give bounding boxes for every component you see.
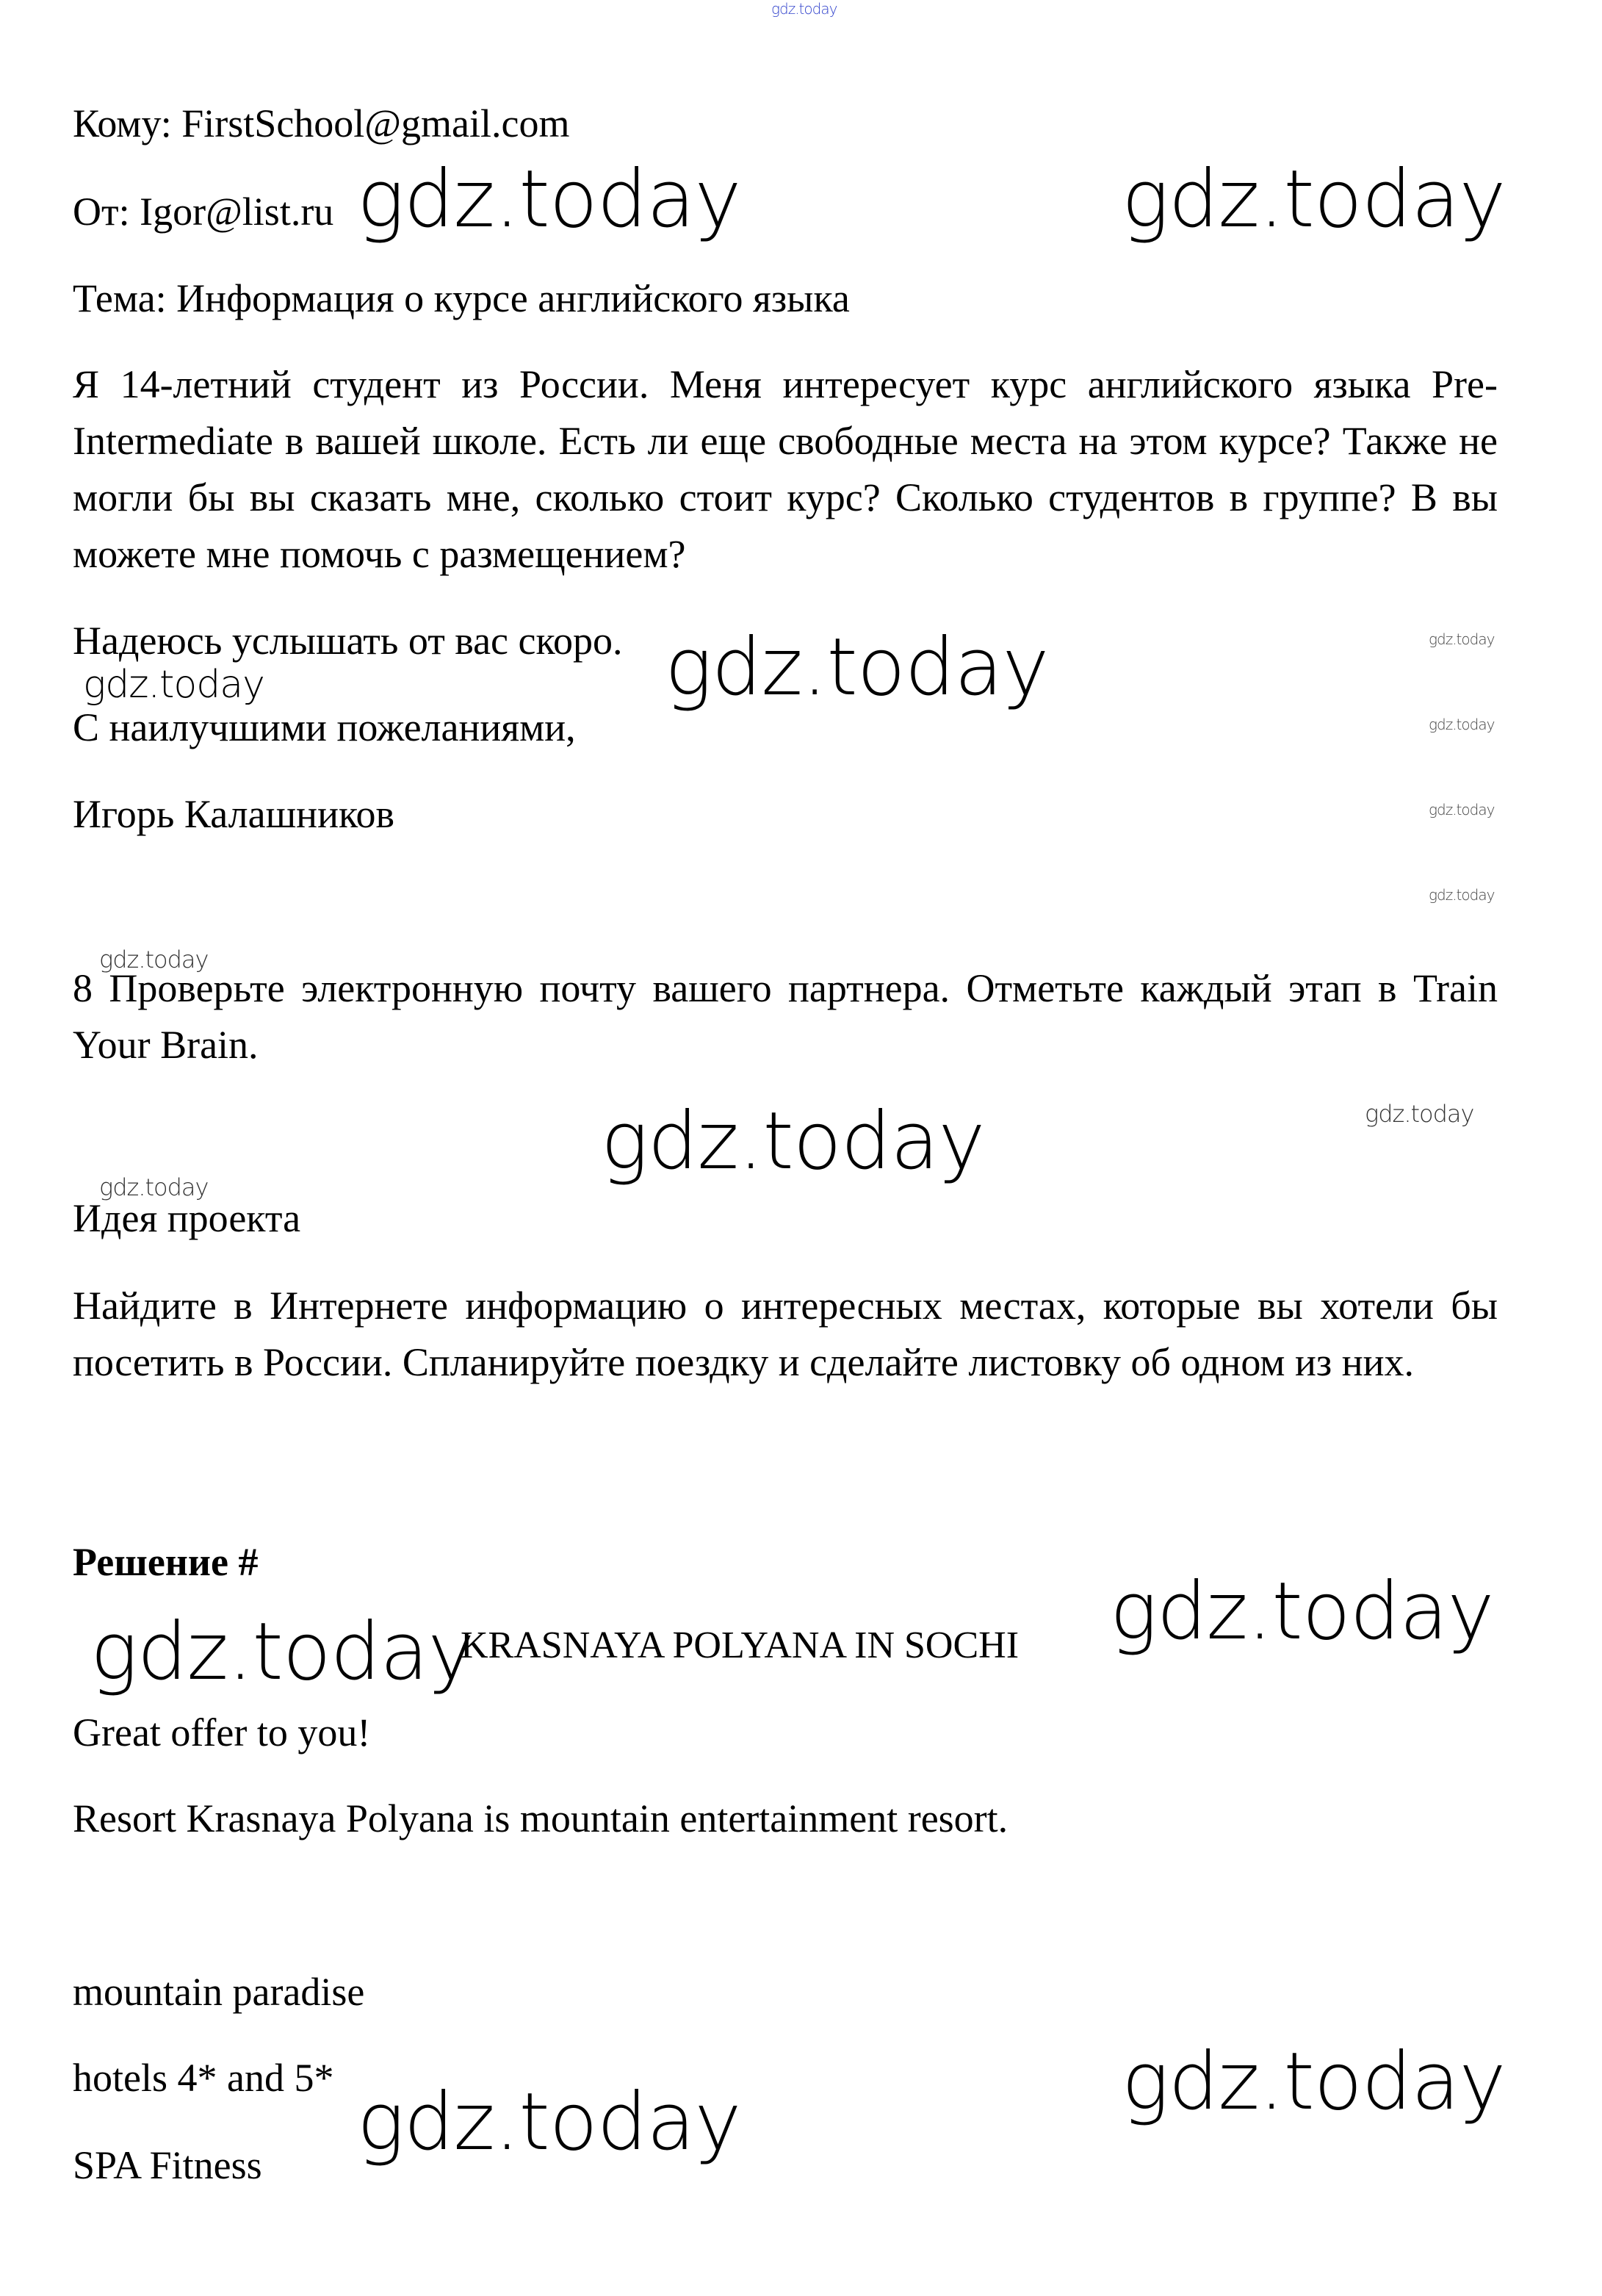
watermark: gdz.today: [99, 946, 209, 974]
watermark: gdz.today: [1429, 716, 1495, 733]
watermark: gdz.today: [1429, 886, 1495, 904]
watermark: gdz.today: [83, 663, 264, 707]
solution-line: hotels 4* and 5*: [73, 2056, 334, 2100]
watermark: gdz.today: [665, 622, 1049, 713]
email-from: От: Igor@list.ru: [73, 190, 334, 234]
watermark-top: gdz.today: [771, 0, 837, 18]
watermark: gdz.today: [1365, 1100, 1474, 1128]
project-text: Найдите в Интернете информацию о интересных местах, которые вы хотели бы посетить в России. Спланируйте поездку и сделайте листовку об одном из них.: [73, 1284, 1498, 1384]
watermark: gdz.today: [357, 2076, 741, 2168]
solution-line: SPA Fitness: [73, 2143, 262, 2187]
solution-title: KRASNAYA POLYANA IN SOCHI: [461, 1624, 1020, 1666]
watermark: gdz.today: [90, 1606, 475, 1698]
email-signature: Игорь Калашников: [73, 792, 394, 836]
email-regards: С наилучшими пожеланиями,: [73, 705, 576, 749]
watermark: gdz.today: [1110, 1566, 1494, 1658]
solution-line: mountain paradise: [73, 1970, 365, 2014]
watermark: gdz.today: [99, 1173, 209, 1201]
email-closing: Надеюсь услышать от вас скоро.: [73, 619, 623, 663]
email-to: Кому: FirstSchool@gmail.com: [73, 101, 570, 145]
solution-line: Resort Krasnaya Polyana is mountain entertainment resort.: [73, 1796, 1009, 1840]
email-subject: Тема: Информация о курсе английского языка: [73, 276, 850, 320]
project-title: Идея проекта: [73, 1196, 301, 1240]
task-8: 8 Проверьте электронную почту вашего партнера. Отметьте каждый этап в Train Your Brain.: [73, 966, 1498, 1067]
watermark: gdz.today: [601, 1095, 985, 1187]
watermark: gdz.today: [357, 154, 741, 245]
email-body: Я 14-летний студент из России. Меня интересует курс английского языка Pre-Intermediate в вашей школе. Есть ли еще свободные места на этом курсе? Также не могли бы вы сказать мне, сколько стоит курс? Сколько студентов в группе? В вы можете мне помочь с размещением?: [73, 362, 1498, 576]
solution-heading: Решение #: [73, 1540, 259, 1584]
watermark: gdz.today: [1429, 801, 1495, 818]
watermark: gdz.today: [1429, 630, 1495, 648]
watermark: gdz.today: [1122, 2036, 1506, 2128]
solution-line: Great offer to you!: [73, 1710, 371, 1755]
watermark: gdz.today: [1122, 154, 1506, 245]
